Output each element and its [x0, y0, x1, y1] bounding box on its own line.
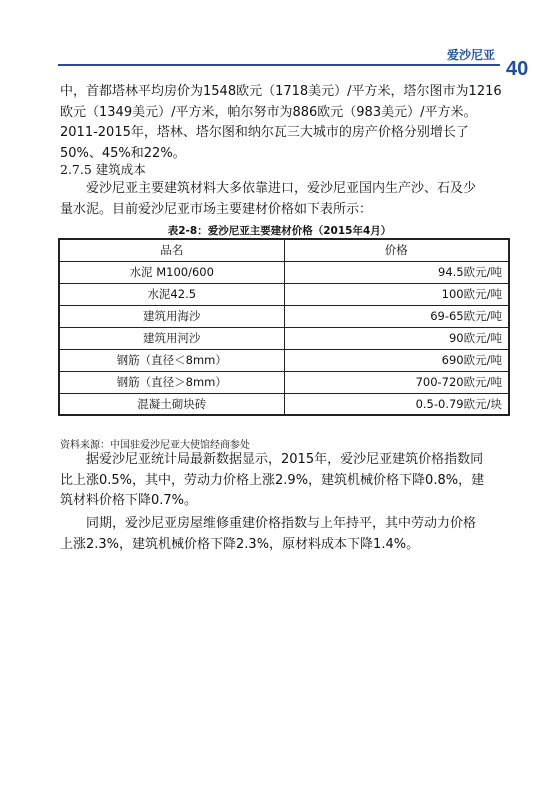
- table-row: [59, 349, 509, 371]
- page-number: 40: [506, 58, 529, 80]
- section-heading: 2.7.5 建筑成本: [60, 162, 146, 177]
- text-line: 据爱沙尼亚统计局最新数据显示，2015年，爱沙尼亚建筑价格指数同: [86, 452, 484, 467]
- material-name: 混凝土砌块砖: [59, 393, 284, 415]
- column-header-price: 价格: [284, 239, 509, 261]
- material-price: 690欧元/吨: [284, 349, 509, 371]
- table-row: [59, 371, 509, 393]
- text-line: 2011-2015年，塔林、塔尔图和纳尔瓦三大城市的房产价格分别增长了: [60, 125, 469, 140]
- material-name: 钢筋（直径＜8mm）: [59, 349, 284, 371]
- material-price: 90欧元/吨: [284, 327, 509, 349]
- material-name: 水泥 M100/600: [59, 261, 284, 283]
- material-price: 94.5欧元/吨: [284, 261, 509, 283]
- text-line: 50%、45%和22%。: [60, 145, 186, 161]
- table-header-row: [59, 239, 509, 261]
- table-row: [59, 305, 509, 327]
- table-row: [59, 327, 509, 349]
- materials-price-table: [58, 238, 510, 416]
- text-line: 量水泥。目前爱沙尼亚市场主要建材价格如下表所示：: [60, 201, 373, 217]
- table-row: [59, 283, 509, 305]
- table-source: 资料来源：中国驻爱沙尼亚大使馆经商参处: [60, 440, 250, 451]
- price-index-paragraph: [60, 450, 512, 512]
- text-line: 比上涨0.5%，其中，劳动力价格上涨2.9%，建筑机械价格下降0.8%，建: [60, 472, 485, 488]
- text-line: 筑材料价格下降0.7%。: [60, 493, 198, 508]
- text-line: 中，首都塔林平均房价为1548欧元（1718美元）/平方米，塔尔图市为1216: [60, 84, 502, 99]
- table-row: [59, 393, 509, 415]
- material-name: 水泥42.5: [59, 283, 284, 305]
- header-title: 爱沙尼亚: [446, 48, 495, 62]
- material-name: 建筑用海沙: [59, 305, 284, 327]
- column-header-name: 品名: [59, 239, 284, 261]
- header-rule: [58, 64, 500, 66]
- text-line: 上涨2.3%，建筑机械价格下降2.3%，原材料成本下降1.4%。: [60, 536, 420, 552]
- material-price: 700-720欧元/吨: [284, 371, 509, 393]
- material-price: 69-65欧元/吨: [284, 305, 509, 327]
- material-price: 0.5-0.79欧元/块: [284, 393, 509, 415]
- materials-paragraph: [60, 179, 512, 220]
- table-row: [59, 261, 509, 283]
- text-line: 爱沙尼亚主要建筑材料大多依靠进口，爱沙尼亚国内生产沙、石及少: [86, 181, 477, 196]
- table-caption: 表2-8：爱沙尼亚主要建材价格（2015年4月）: [167, 225, 392, 237]
- intro-paragraph: [60, 82, 512, 164]
- text-line: 欧元（1349美元）/平方米，帕尔努市为886欧元（983美元）/平方米。: [60, 104, 477, 120]
- material-price: 100欧元/吨: [284, 283, 509, 305]
- repair-index-paragraph: [60, 514, 512, 555]
- material-name: 钢筋（直径＞8mm）: [59, 371, 284, 393]
- material-name: 建筑用河沙: [59, 327, 284, 349]
- text-line: 同期，爱沙尼亚房屋维修重建价格指数与上年持平，其中劳动力价格: [86, 516, 477, 531]
